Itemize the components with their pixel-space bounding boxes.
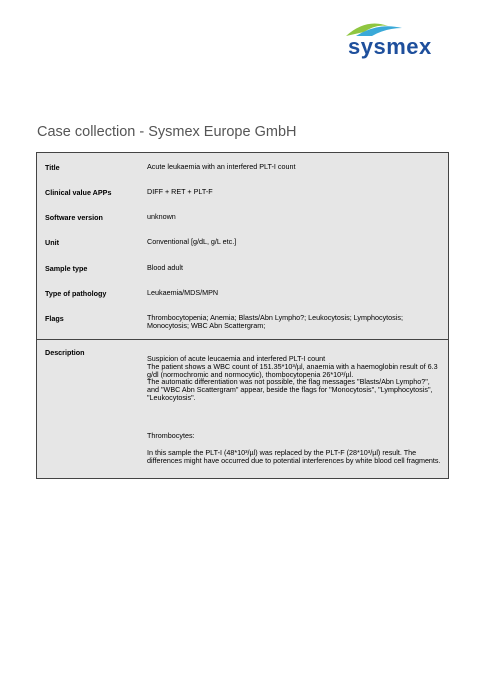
row-label: Flags bbox=[45, 314, 64, 323]
row-label: Type of pathology bbox=[45, 289, 107, 298]
row-value: Blood adult bbox=[147, 263, 183, 272]
row-value: Thrombocytopenia; Anemia; Blasts/Abn Lympho?; Leukocytosis; Lymphocytosis; Monocytosis; WBC Abn Scattergram; bbox=[147, 313, 403, 331]
row-value: Conventional [g/dL, g/L etc.] bbox=[147, 237, 237, 246]
description-para: Suspicion of acute leucaemia and interfered PLT-I count bbox=[147, 354, 326, 363]
description-para: In this sample the PLT-I (48*10³/µl) was replaced by the PLT-F (28*10³/µl) result. The differences might have occurred due to potential interferences by white blood cell fragments. bbox=[147, 448, 441, 465]
row-label: Software version bbox=[45, 213, 103, 222]
row-value: DIFF + RET + PLT-F bbox=[147, 187, 213, 196]
description-para: The patient shows a WBC count of 151.35*10³/µl, anaemia with a haemoglobin result of 6.3 g/dl (normochromic and normocytic), thombocytopenia 26*10³/µl. bbox=[147, 361, 438, 379]
case-table bbox=[36, 152, 449, 479]
page-title: Case collection - Sysmex Europe GmbH bbox=[37, 124, 297, 140]
description-text bbox=[147, 355, 442, 402]
thrombocytes-text bbox=[147, 449, 442, 465]
section-divider bbox=[37, 339, 448, 340]
description-para: The automatic differentiation was not possible, the flag messages "Blasts/Abn Lympho?", and "WBC Abn Scattergram" appear, beside the flags for "Monocytosis", "Lymphocytosis", "Leukocytosis". bbox=[147, 377, 433, 402]
thrombocytes-heading bbox=[147, 432, 442, 440]
description-para: Thrombocytes: bbox=[147, 431, 195, 440]
logo-text: sysmex bbox=[348, 34, 432, 59]
row-label: Unit bbox=[45, 238, 59, 247]
row-label: Clinical value APPs bbox=[45, 188, 112, 197]
row-label: Description bbox=[45, 348, 85, 357]
row-label: Title bbox=[45, 163, 60, 172]
row-label: Sample type bbox=[45, 264, 88, 273]
sysmex-logo bbox=[326, 14, 454, 62]
row-value: unknown bbox=[147, 212, 176, 221]
row-value: Acute leukaemia with an interfered PLT-I count bbox=[147, 162, 296, 171]
row-value: Leukaemia/MDS/MPN bbox=[147, 288, 219, 297]
